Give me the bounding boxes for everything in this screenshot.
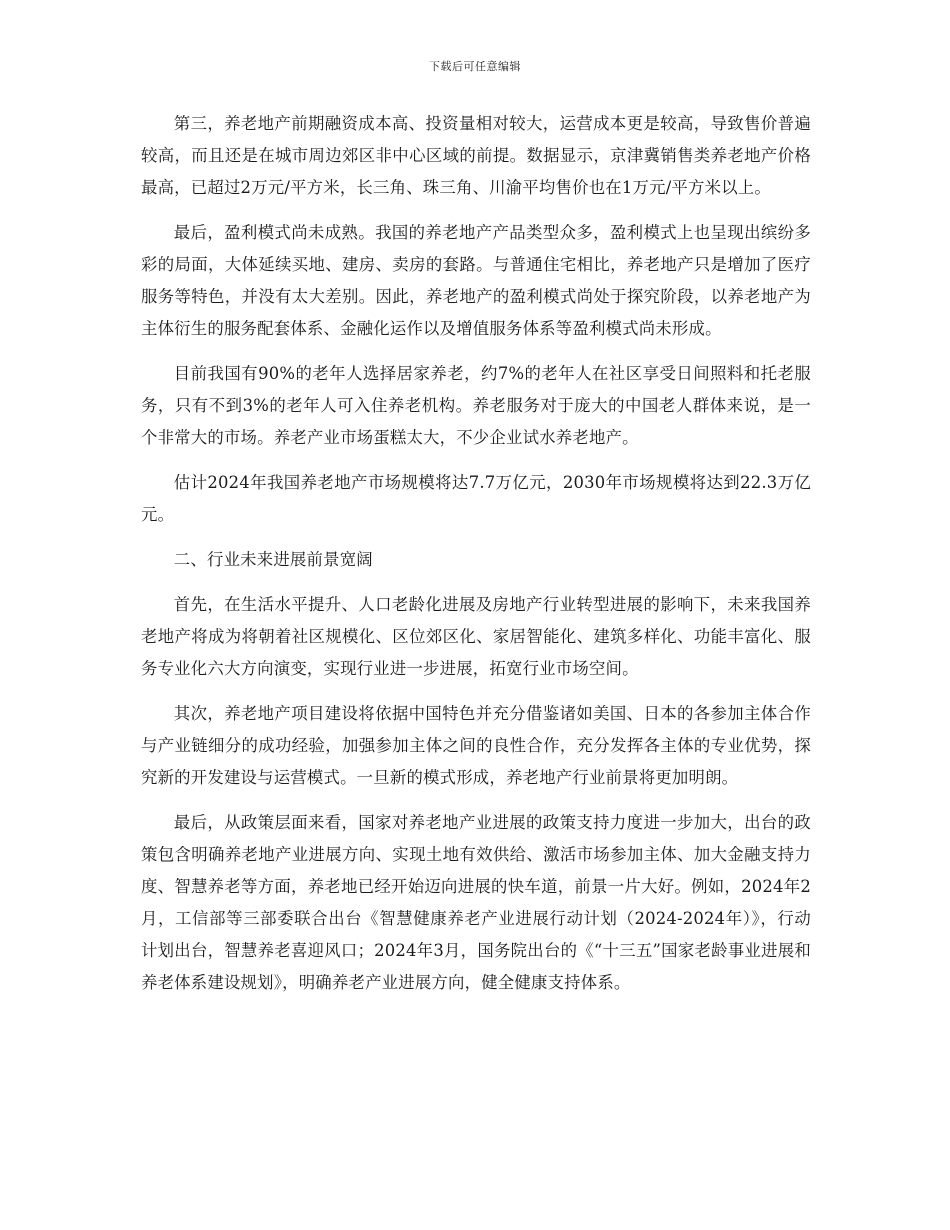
section-heading: 二、行业未来进展前景宽阔 bbox=[173, 550, 373, 569]
paragraph-elderly-care-stats: 目前我国有90%的老年人选择居家养老，约7%的老年人在社区享受日间照料和托老服务，只有不到3%的老年人可入住养老机构。养老服务对于庞大的中国老人群体来说，是一个非常大的市场。养老产业市场蛋糕太大，不少企业试水养老地产。 bbox=[141, 364, 811, 447]
paragraph-first-trend: 首先，在生活水平提升、人口老龄化进展及房地产行业转型进展的影响下，未来我国养老地产将成为将朝着社区规模化、区位郊区化、家居智能化、建筑多样化、功能丰富化、服务专业化六大方向演变，实现行业进一步进展，拓宽行业市场空间。 bbox=[141, 595, 811, 678]
paragraph-market-size: 估计2024年我国养老地产市场规模将达7.7万亿元，2030年市场规模将达到22.3万亿元。 bbox=[141, 473, 811, 524]
paragraph-policy: 最后，从政策层面来看，国家对养老地产业进展的政策支持力度进一步加大，出台的政策包含明确养老地产业进展方向、实现土地有效供给、激活市场参加主体、加大金融支持力度、智慧养老等方面，养老地已经开始迈向进展的快车道，前景一片大好。例如，2024年2月，工信部等三部委联合出台《智慧健康养老产业进展行动计划（2024-2024年）》，行动计划出台，智慧养老喜迎风口；2024年3月，国务院出台的《“十三五”国家老龄事业进展和养老体系建设规划》，明确养老产业进展方向，健全健康支持体系。 bbox=[141, 813, 811, 992]
paragraph-profit-model: 最后，盈利模式尚未成熟。我国的养老地产产品类型众多，盈利模式上也呈现出缤纷多彩的局面，大体延续买地、建房、卖房的套路。与普通住宅相比，养老地产只是增加了医疗服务等特色，并没有太大差别。因此，养老地产的盈利模式尚处于探究阶段，以养老地产为主体衍生的服务配套体系、金融化运作以及增值服务体系等盈利模式尚未形成。 bbox=[141, 223, 811, 338]
paragraph-third-point: 第三，养老地产前期融资成本高、投资量相对较大，运营成本更是较高，导致售价普遍较高，而且还是在城市周边郊区非中心区域的前提。数据显示，京津冀销售类养老地产价格最高，已超过2万元/平方米，长三角、珠三角、川渝平均售价也在1万元/平方米以上。 bbox=[141, 114, 811, 197]
document-body bbox=[141, 108, 811, 1012]
page-header: 下载后可任意编辑 bbox=[429, 60, 521, 73]
paragraph-second-trend: 其次，养老地产项目建设将依据中国特色并充分借鉴诸如美国、日本的各参加主体合作与产业链细分的成功经验，加强参加主体之间的良性合作，充分发挥各主体的专业优势，探究新的开发建设与运营模式。一旦新的模式形成，养老地产行业前景将更加明朗。 bbox=[141, 704, 811, 787]
